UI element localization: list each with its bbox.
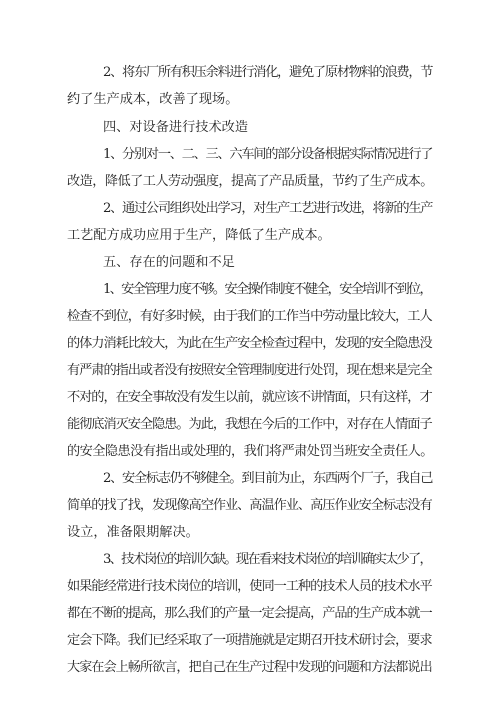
paragraph-line: 不对的，在安全事故没有发生以前，就应该不讲情面，只有这样，才: [67, 390, 432, 405]
paragraph-line: 简单的找了找，发现像高空作业、高温作业、高压作业安全标志没有: [67, 498, 432, 513]
paragraph-line: 工艺配方成功应用于生产，降低了生产成本。: [67, 228, 331, 243]
paragraph-line: 有严肃的指出或者没有按照安全管理制度进行处罚，现在想来是完全: [67, 363, 432, 378]
paragraph-line: 都在不断的提高，那么我们的产量一定会提高，产品的生产成本就一: [67, 606, 432, 621]
paragraph-line: 2、将东厂所有积压余料进行消化，避免了原材物料的浪费，节: [103, 65, 433, 80]
paragraph-line: 约了生产成本，改善了现场。: [67, 92, 239, 107]
paragraph-line: 的体力消耗比较大，为此在生产安全检查过程中，发现的安全隐患没: [67, 336, 432, 351]
paragraph-line: 2、安全标志仍不够健全。到目前为止，东西两个厂子，我自己: [103, 471, 433, 486]
paragraph-line: 3、技术岗位的培训欠缺。现在看来技术岗位的培训确实太少了，: [103, 552, 431, 567]
paragraph-line: 1、安全管理力度不够。安全操作制度不健全，安全培训不到位，: [103, 282, 431, 297]
section-heading: 四、对设备进行技术改造: [103, 120, 249, 135]
paragraph-line: 定会下降。我们已经采取了一项措施就是定期召开技术研讨会，要求: [67, 633, 432, 648]
paragraph-line: 如果能经常进行技术岗位的培训，使同一工种的技术人员的技术水平: [67, 579, 432, 594]
paragraph-line: 1、分别对一、二、三、六车间的部分设备根据实际情况进行了: [103, 147, 433, 162]
paragraph-line: 大家在会上畅所欲言，把自己在生产过程中发现的问题和方法都说出: [67, 660, 432, 675]
paragraph-line: 检查不到位，有好多时候，由于我们的工作当中劳动量比较大，工人: [67, 309, 432, 324]
paragraph-line: 能彻底消灭安全隐患。为此，我想在今后的工作中，对存在人情面子: [67, 417, 432, 432]
section-heading: 五、存在的问题和不足: [103, 255, 235, 270]
paragraph-line: 2、通过公司组织处出学习，对生产工艺进行改进，将新的生产: [103, 201, 433, 216]
paragraph-line: 改造，降低了工人劳动强度，提高了产品质量，节约了生产成本。: [67, 174, 433, 189]
paragraph-line: 设立，准备限期解决。: [67, 525, 199, 540]
paragraph-line: 的安全隐患没有指出或处理的，我们将严肃处罚当班安全责任人。: [67, 444, 433, 459]
